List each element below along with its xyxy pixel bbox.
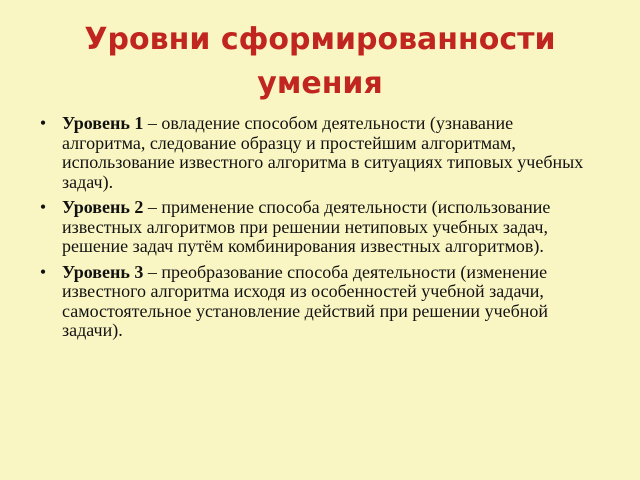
level-label: Уровень 1 <box>62 113 144 133</box>
level-description: – преобразование способа деятельности (изменение известного алгоритма исходя из особенностей учебной задачи, самостоятельное установление действий при решении учебной задачи). <box>62 261 549 340</box>
level-label: Уровень 2 <box>62 197 144 217</box>
bullet-item-level-1 <box>36 114 596 192</box>
bullet-list <box>36 114 596 347</box>
bullet-marker: • <box>39 113 47 133</box>
level-description: – овладение способом деятельности (узнавание алгоритма, следование образцу и простейшим алгоритмам, использование известного алгоритма в ситуациях типовых учебных задач). <box>62 113 584 192</box>
level-description: – применение способа деятельности (использование известных алгоритмов при решении нетиповых учебных задач, решение задач путём комбинирования известных алгоритмов). <box>62 197 551 256</box>
level-label: Уровень 3 <box>62 261 144 282</box>
bullet-marker: • <box>39 197 47 217</box>
bullet-item-level-3 <box>36 263 596 341</box>
bullet-marker: • <box>39 261 47 282</box>
slide-title: Уровни сформированности умения <box>84 22 556 101</box>
bullet-item-level-2 <box>36 198 596 257</box>
